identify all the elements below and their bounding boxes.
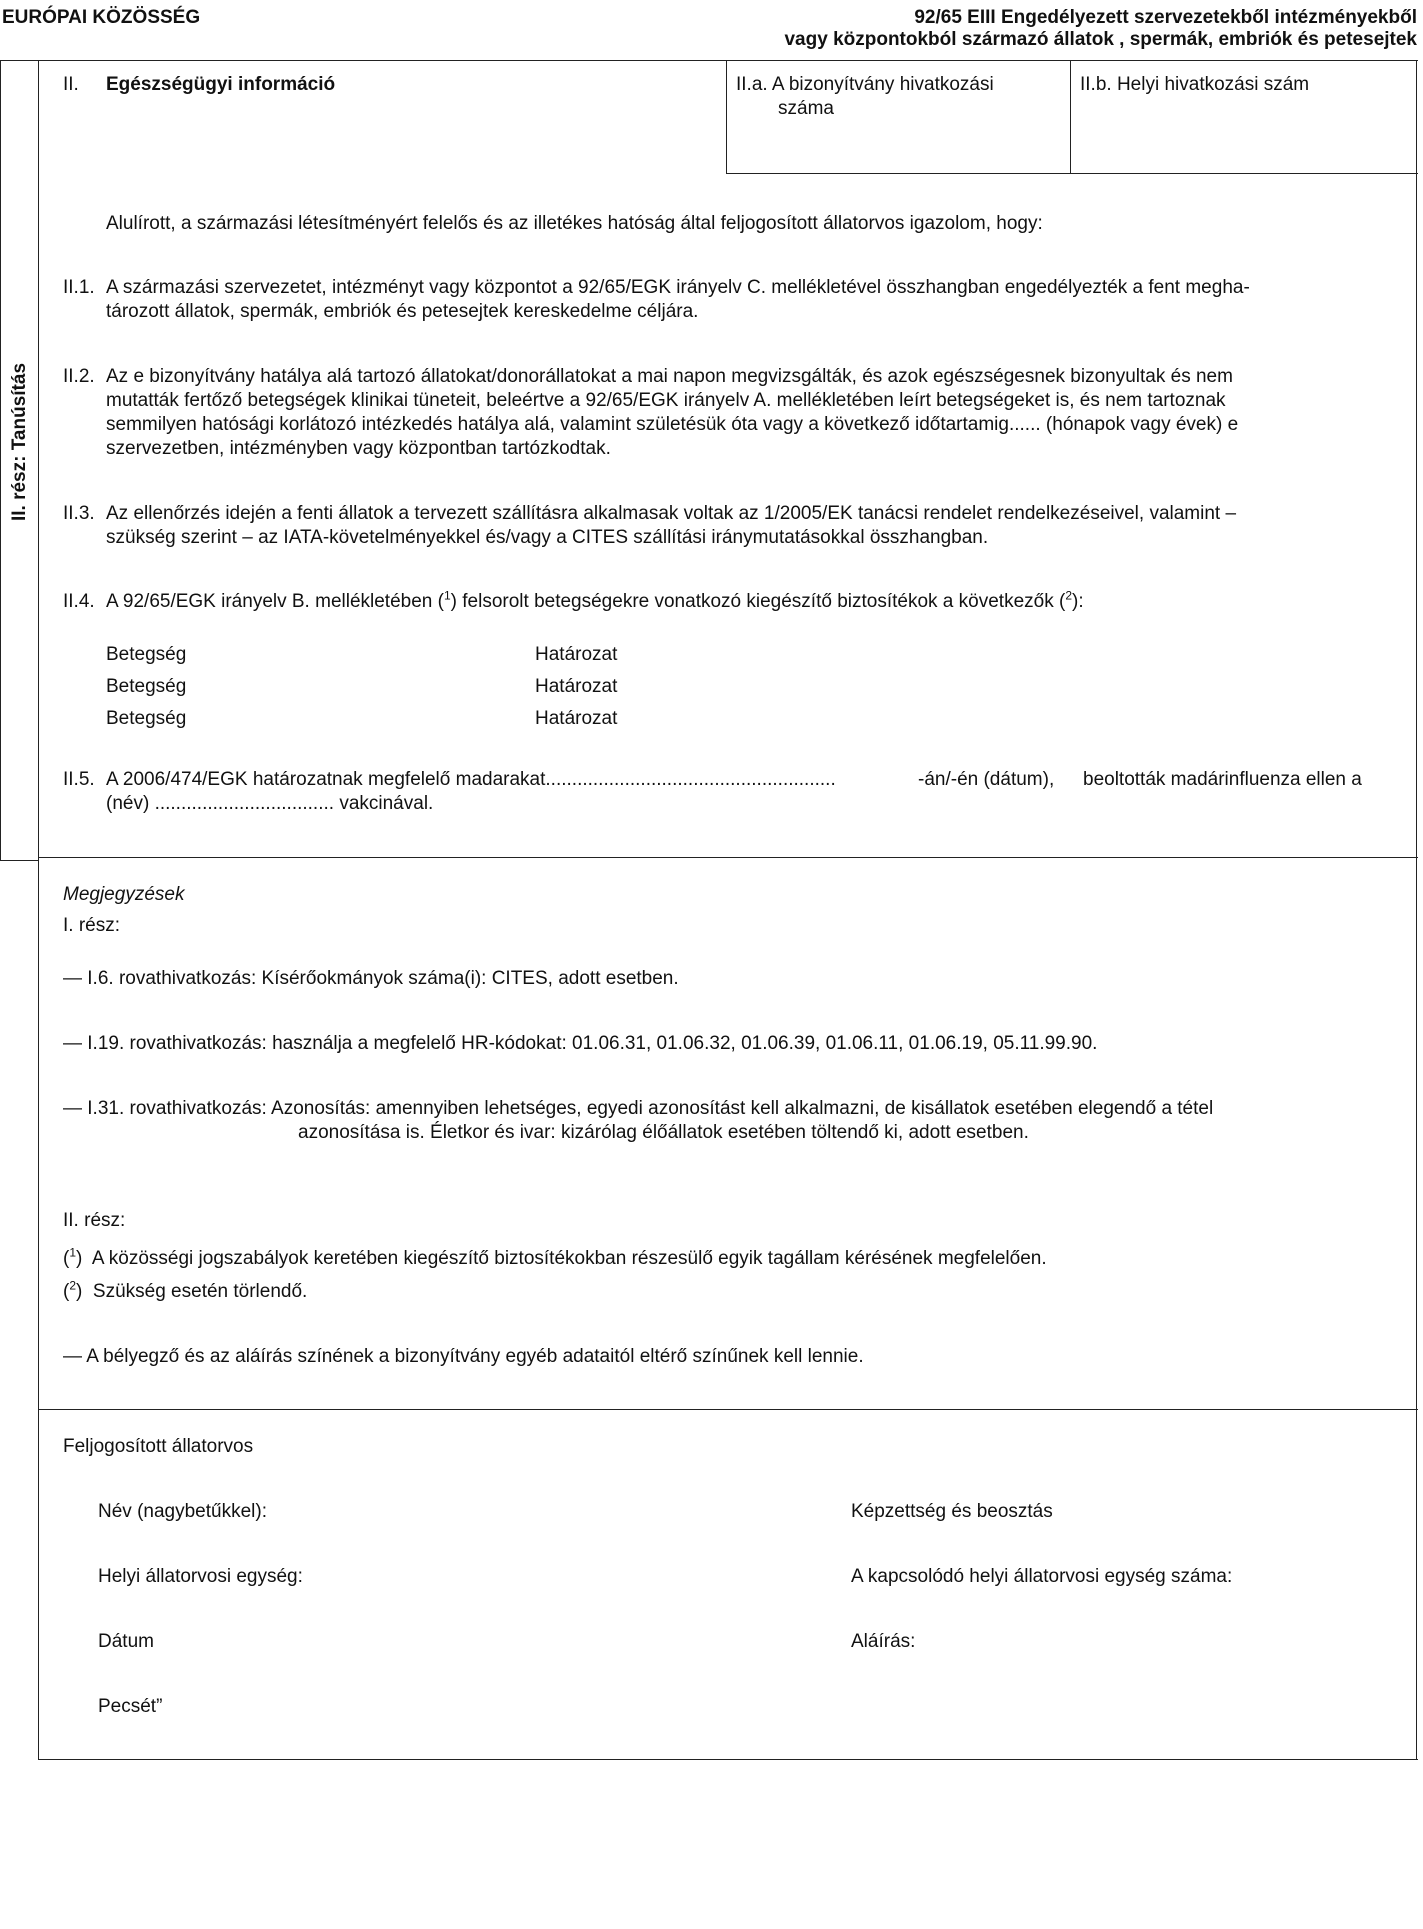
footnote-ref-1: 1 <box>443 588 451 603</box>
decision-label: Határozat <box>535 644 618 665</box>
note-3-line2: azonosítása is. Életkor és ivar: kizárólag élőállatok esetében töltendő ki, adott esetben. <box>298 1122 1029 1143</box>
signature-sign-label: Aláírás: <box>851 1631 916 1652</box>
ref-a-label-line2: száma <box>778 98 834 119</box>
item-5-line1a: A 2006/474/EGK határozatnak megfelelő madarakat....................................................... <box>106 769 836 790</box>
note-1: — I.6. rovathivatkozás: Kísérőokmányok száma(i): CITES, adott esetben. <box>63 968 679 989</box>
frame-side-bottom-line <box>0 860 38 861</box>
item-5-line1c: beoltották madárinfluenza ellen a <box>1083 769 1362 790</box>
ref-box-bottom-line <box>726 173 1418 174</box>
notes-part1-label: I. rész: <box>63 915 121 936</box>
footnote-1-text: A közösségi jogszabályok keretében kiegészítő biztosítékokban részesülő egyik tagállam kérésének megfelelően. <box>91 1248 1047 1269</box>
item-4-text-b: ) felsorolt betegségekre vonatkozó kiegészítő biztosítékok a következők ( <box>450 591 1066 612</box>
section-number: II. <box>63 74 79 95</box>
notes-divider-line <box>38 857 1418 858</box>
footnote-1-mark: 1 <box>69 1245 77 1260</box>
footnote-2-text: Szükség esetén törlendő. <box>92 1281 308 1302</box>
note-3-line1: — I.31. rovathivatkozás: Azonosítás: amennyiben lehetséges, egyedi azonosítást kell alkalmazni, de kisállatok esetében elegendő a tétel <box>63 1098 1214 1119</box>
item-2-line2: mutatták fertőző betegségek klinikai tüneteit, beleértve a 92/65/EGK irányelv A. mellékletében leírt betegségeket is, és nem tartoznak <box>106 390 1226 411</box>
ref-b-label: II.b. Helyi hivatkozási szám <box>1080 74 1310 95</box>
signature-unit-label: Helyi állatorvosi egység: <box>98 1566 303 1587</box>
item-2-line1: Az e bizonyítvány hatálya alá tartozó állatokat/donorállatokat a mai napon megvizsgálták, és azok egészségesnek bizonyultak és nem <box>106 366 1233 387</box>
item-2-line4: szervezetben, intézményben vagy központban tartózkodtak. <box>106 438 611 459</box>
ref-a-divider <box>726 60 727 173</box>
item-4-text-a: A 92/65/EGK irányelv B. mellékletében ( <box>106 591 444 612</box>
frame-left-outer-line <box>0 60 1 860</box>
decision-label: Határozat <box>535 676 618 697</box>
header-right-line1: 92/65 EIII Engedélyezett szervezetekből intézményekből <box>914 7 1417 28</box>
note-4: — A bélyegző és az aláírás színének a bizonyítvány egyéb adataitól eltérő színűnek kell lennie. <box>63 1346 864 1367</box>
item-1-line2: tározott állatok, spermák, embriók és petesejtek kereskedelme céljára. <box>106 301 699 322</box>
header-left: EURÓPAI KÖZÖSSÉG <box>2 7 201 28</box>
footnote-1: ($^1$) A közösségi jogszabályok keretében kiegészítő biztosítékokban részesülő egyik tagállam kérésének megfelelően. <box>63 1245 1047 1269</box>
item-2-line3: semmilyen hatósági korlátozó intézkedés hatálya alá, valamint születésük óta vagy a következő időtartamig...... (hónapok vagy évek) e <box>106 414 1239 435</box>
frame-right-line <box>1416 60 1417 1760</box>
item-3-line1: Az ellenőrzés idején a fenti állatok a tervezett szállításra alkalmasak voltak az 1/2005/EK tanácsi rendelet rendelkezéseivel, valamint – <box>106 503 1237 524</box>
signature-title: Feljogosított állatorvos <box>63 1436 254 1457</box>
item-2-number: II.2. <box>63 366 95 387</box>
ref-b-divider <box>1070 60 1071 173</box>
item-1-number: II.1. <box>63 277 95 298</box>
item-5-line2: (név) .................................. vakcinával. <box>106 793 434 814</box>
notes-title: Megjegyzések <box>63 884 185 905</box>
frame-top-line <box>0 60 1418 61</box>
ref-a-label-line1: II.a. A bizonyítvány hivatkozási <box>736 74 994 95</box>
item-4-text-c: ): <box>1072 591 1084 612</box>
intro-text: Alulírott, a származási létesítményért felelős és az illetékes hatóság által feljogosított állatorvos igazolom, hogy: <box>106 213 1043 234</box>
frame-bottom-line <box>38 1759 1418 1760</box>
item-4-text <box>106 590 1084 614</box>
footnote-2: ($^2$) Szükség esetén törlendő. <box>63 1278 308 1302</box>
disease-label: Betegség <box>106 708 187 729</box>
item-4-number: II.4. <box>63 591 95 612</box>
side-label: II. rész: Tanúsítás <box>9 362 30 522</box>
notes-part2-label: II. rész: <box>63 1210 126 1231</box>
section-title: Egészségügyi információ <box>106 74 336 95</box>
disease-label: Betegség <box>106 644 187 665</box>
signature-name-label: Név (nagybetűkkel): <box>98 1501 267 1522</box>
item-3-line2: szükség szerint – az IATA-követelményekkel és/vagy a CITES szállítási iránymutatásokkal összhangban. <box>106 527 989 548</box>
signature-qualification-label: Képzettség és beosztás <box>851 1501 1053 1522</box>
signature-divider-line <box>38 1409 1418 1410</box>
item-3-number: II.3. <box>63 503 95 524</box>
signature-date-label: Dátum <box>98 1631 154 1652</box>
footnote-ref-2: 2 <box>1065 588 1072 603</box>
decision-label: Határozat <box>535 708 618 729</box>
disease-label: Betegség <box>106 676 187 697</box>
item-5-number: II.5. <box>63 769 95 790</box>
frame-left-inner-line <box>38 60 39 1760</box>
signature-unit-number-label: A kapcsolódó helyi állatorvosi egység száma: <box>851 1566 1233 1587</box>
item-5-line1b: -án/-én (dátum), <box>918 769 1055 790</box>
signature-stamp-label: Pecsét” <box>98 1696 163 1717</box>
note-2: — I.19. rovathivatkozás: használja a megfelelő HR-kódokat: 01.06.31, 01.06.32, 01.06.39, 01.06.11, 01.06.19, 05.11.99.90. <box>63 1033 1098 1054</box>
item-1-line1: A származási szervezetet, intézményt vagy központot a 92/65/EGK irányelv C. mellékletével összhangban engedélyezték a fent megha- <box>106 277 1250 298</box>
header-right-line2: vagy központokból származó állatok , spermák, embriók és petesejtek <box>784 29 1417 50</box>
footnote-2-mark: 2 <box>69 1278 77 1293</box>
